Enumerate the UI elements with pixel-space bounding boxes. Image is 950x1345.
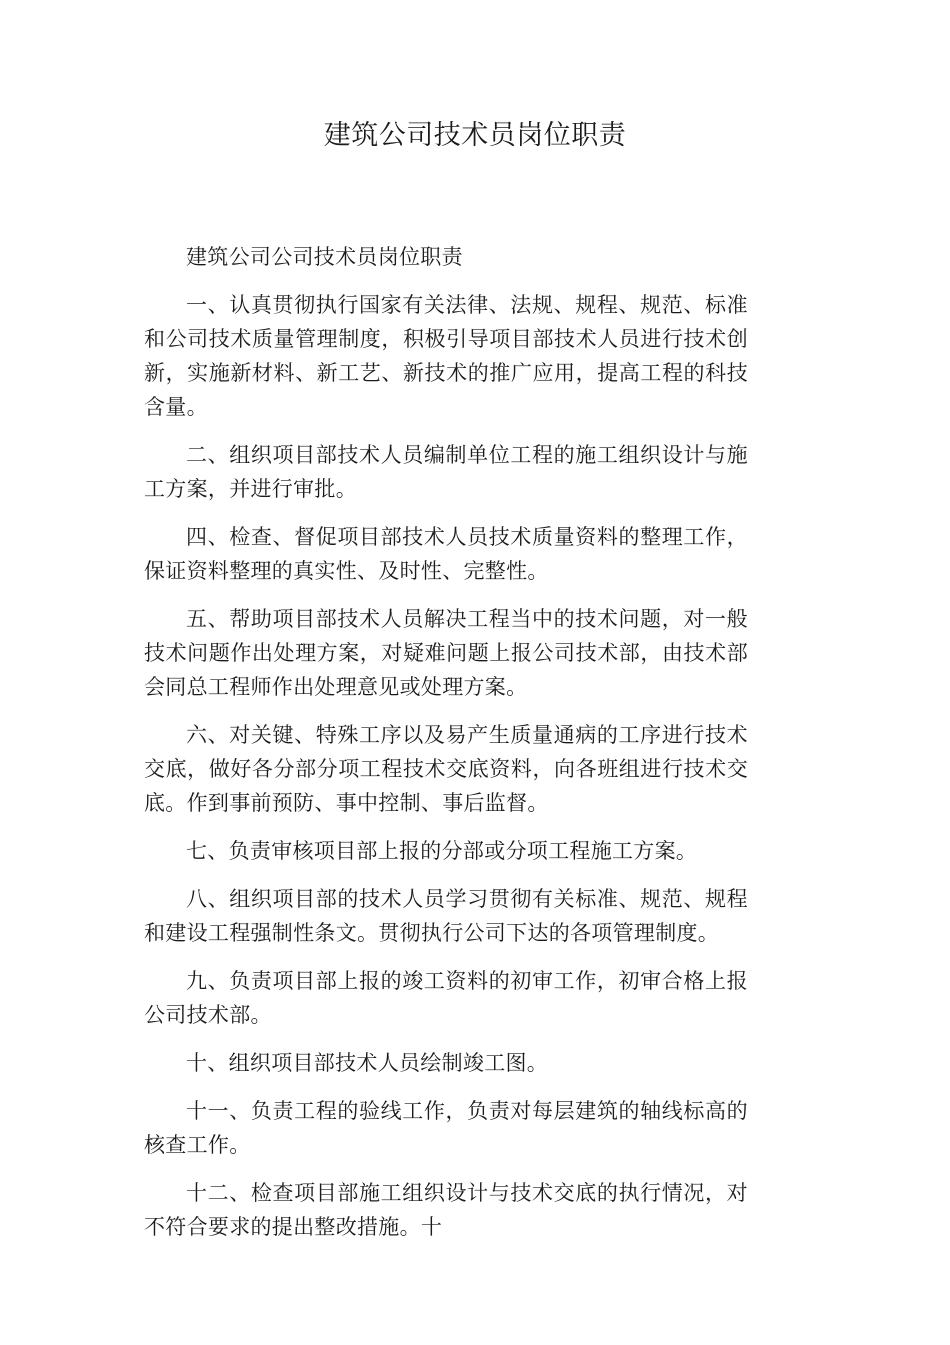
paragraph-duty-8: 八、组织项目部的技术人员学习贯彻有关标准、规范、规程和建设工程强制性条文。贯彻执行公司下达的各项管理制度。 [144,887,748,945]
paragraph-subtitle: 建筑公司公司技术员岗位职责 [186,245,463,269]
document-body [144,240,748,1258]
paragraph-duty-11: 十一、负责工程的验线工作，负责对每层建筑的轴线标高的核查工作。 [144,1099,748,1157]
paragraph-duty-7: 七、负责审核项目部上报的分部或分项工程施工方案。 [186,839,698,863]
paragraph-duty-12: 十二、检查项目部施工组织设计与技术交底的执行情况，对不符合要求的提出整改措施。十 [144,1181,748,1239]
paragraph-duty-10: 十、组织项目部技术人员绘制竣工图。 [186,1051,549,1075]
document-title: 建筑公司技术员岗位职责 [323,120,627,151]
paragraph-duty-9: 九、负责项目部上报的竣工资料的初审工作，初审合格上报公司技术部。 [144,969,748,1027]
paragraph-duty-4: 四、检查、督促项目部技术人员技术质量资料的整理工作，保证资料整理的真实性、及时性、完整性。 [144,525,748,583]
paragraph-duty-6: 六、对关键、特殊工序以及易产生质量通病的工序进行技术交底，做好各分部分项工程技术交底资料，向各班组进行技术交底。作到事前预防、事中控制、事后监督。 [144,723,748,815]
paragraph-duty-5: 五、帮助项目部技术人员解决工程当中的技术问题，对一般技术问题作出处理方案，对疑难问题上报公司技术部，由技术部会同总工程师作出处理意见或处理方案。 [144,607,748,699]
paragraph-duty-2: 二、组织项目部技术人员编制单位工程的施工组织设计与施工方案，并进行审批。 [144,443,748,501]
paragraph-duty-1: 一、认真贯彻执行国家有关法律、法规、规程、规范、标准和公司技术质量管理制度，积极引导项目部技术人员进行技术创新，实施新材料、新工艺、新技术的推广应用，提高工程的科技含量。 [144,293,748,419]
